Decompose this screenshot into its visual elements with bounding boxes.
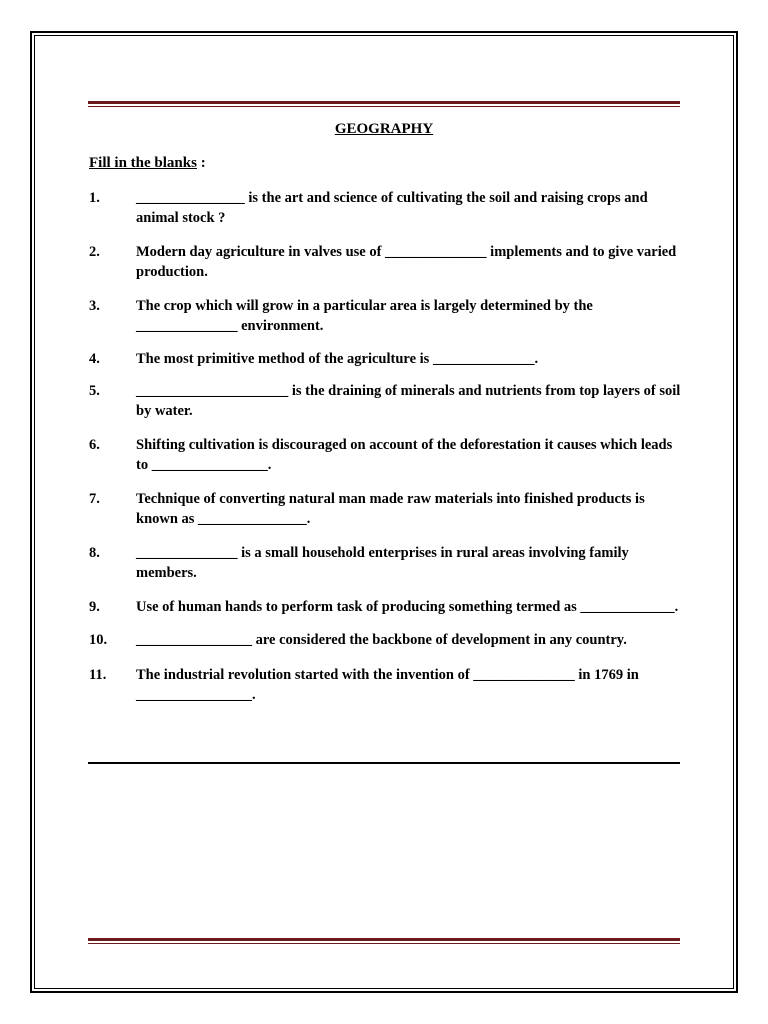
header-rule [88, 101, 680, 107]
question-item [89, 349, 681, 369]
question-item [89, 543, 681, 583]
question-text: Technique of converting natural man made raw materials into finished products is known as _______________. [136, 491, 645, 527]
question-text: ______________ is a small household enterprises in rural areas involving family members. [136, 545, 629, 581]
question-text: _____________________ is the draining of minerals and nutrients from top layers of soil by water. [136, 383, 681, 419]
question-text: ________________ are considered the backbone of development in any country. [136, 632, 627, 648]
question-text: Use of human hands to perform task of producing something termed as _____________. [136, 599, 679, 615]
question-item [89, 381, 681, 421]
question-number: 11. [89, 667, 107, 683]
question-text: Shifting cultivation is discouraged on account of the deforestation it causes which leads to ________________. [136, 437, 673, 473]
question-item [89, 597, 681, 617]
footer-rule [88, 938, 680, 944]
question-number: 3. [89, 298, 100, 314]
instructions-suffix: : [196, 155, 206, 171]
question-number: 7. [89, 491, 100, 507]
question-number: 5. [89, 383, 100, 399]
question-item [89, 435, 681, 475]
question-text: The most primitive method of the agriculture is ______________. [136, 351, 539, 367]
instructions [89, 155, 206, 172]
question-number: 4. [89, 351, 100, 367]
page-title: GEOGRAPHY [334, 121, 434, 137]
question-text: The crop which will grow in a particular area is largely determined by the ______________ environment. [136, 298, 593, 334]
question-item [89, 630, 681, 650]
question-number: 9. [89, 599, 100, 615]
question-item [89, 665, 681, 705]
question-number: 1. [89, 190, 100, 206]
question-number: 6. [89, 437, 100, 453]
question-item [89, 296, 681, 336]
question-list [89, 188, 681, 705]
question-text: Modern day agriculture in valves use of ______________ implements and to give varied production. [136, 244, 677, 280]
question-text: _______________ is the art and science of cultivating the soil and raising crops and animal stock ? [136, 190, 648, 226]
question-number: 2. [89, 244, 100, 260]
question-item [89, 242, 681, 282]
question-number: 10. [89, 632, 108, 648]
question-item [89, 188, 681, 228]
question-item [89, 489, 681, 529]
question-text: The industrial revolution started with the invention of ______________ in 1769 in ________________. [136, 667, 639, 703]
section-divider [88, 762, 680, 764]
instructions-label: Fill in the blanks [89, 155, 197, 171]
question-number: 8. [89, 545, 100, 561]
